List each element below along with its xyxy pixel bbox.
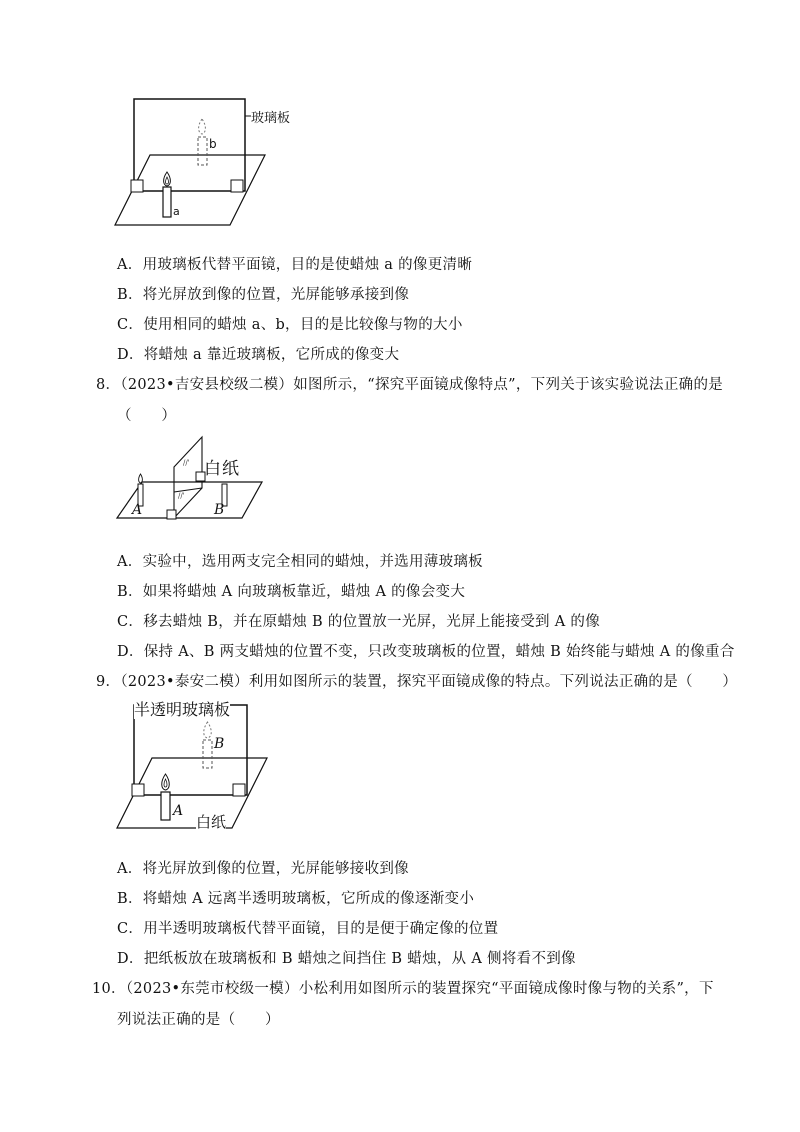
label-white-paper: 白纸 [204, 459, 240, 479]
q8-option-a: A．实验中，选用两支完全相同的蜡烛，并选用薄玻璃板 [117, 554, 483, 570]
q7-option-b: B．将光屏放到像的位置，光屏能够承接到像 [117, 287, 410, 303]
q9-option-a: A．将光屏放到像的位置，光屏能够接收到像 [117, 861, 409, 877]
svg-text://': //' [178, 492, 185, 500]
q8-stem-bracket: （ ） [117, 408, 177, 424]
label-candle-A: A [173, 803, 184, 819]
label-candle-B: B [214, 736, 225, 752]
q7-option-a: A．用玻璃板代替平面镜，目的是使蜡烛 a 的像更清晰 [117, 257, 473, 273]
q10-stem-continued: 列说法正确的是（ ） [117, 1012, 280, 1028]
q7-option-c: C．使用相同的蜡烛 a、b，目的是比较像与物的大小 [117, 317, 463, 333]
svg-text://': //' [183, 459, 190, 467]
q10-stem: 10．（2023•东莞市校级一模）小松利用如图所示的装置探究“平面镜成像时像与物的关系”，下 [92, 981, 714, 997]
q8-option-b: B．如果将蜡烛 A 向玻璃板靠近，蜡烛 A 的像会变大 [117, 584, 466, 600]
q9-stem: 9．（2023•泰安二模）利用如图所示的装置，探究平面镜成像的特点。下列说法正确的是（ ） [96, 674, 738, 690]
q9-option-b: B．将蜡烛 A 远离半透明玻璃板，它所成的像逐渐变小 [117, 891, 475, 907]
label-candle-B: B [214, 502, 225, 518]
q9-option-d: D．把纸板放在玻璃板和 B 蜡烛之间挡住 B 蜡烛，从 A 侧将看不到像 [117, 951, 576, 967]
q7-option-d: D．将蜡烛 a 靠近玻璃板，它所成的像变大 [117, 347, 400, 363]
q9-option-c: C．用半透明玻璃板代替平面镜，目的是便于确定像的位置 [117, 921, 499, 937]
label-candle-b: b [209, 137, 217, 151]
q8-stem: 8．（2023•吉安县校级二模）如图所示，“探究平面镜成像特点”，下列关于该实验说法正确的是 [96, 377, 724, 393]
figure-glass-plate-experiment-2 [112, 432, 272, 522]
label-glass-plate: 玻璃板 [251, 111, 291, 126]
figure-glass-plate-experiment-3 [112, 700, 292, 832]
label-candle-a: a [173, 205, 180, 218]
label-translucent-glass: 半透明玻璃板 [134, 700, 231, 719]
q8-option-d: D．保持 A、B 两支蜡烛的位置不变，只改变玻璃板的位置，蜡烛 B 始终能与蜡烛 A 的像重合 [117, 644, 735, 660]
figure-glass-plate-experiment-1 [110, 95, 310, 235]
label-white-paper: 白纸 [196, 813, 227, 831]
q8-option-c: C．移去蜡烛 B，并在原蜡烛 B 的位置放一光屏，光屏上能接受到 A 的像 [117, 614, 601, 630]
label-candle-A: A [132, 502, 143, 518]
